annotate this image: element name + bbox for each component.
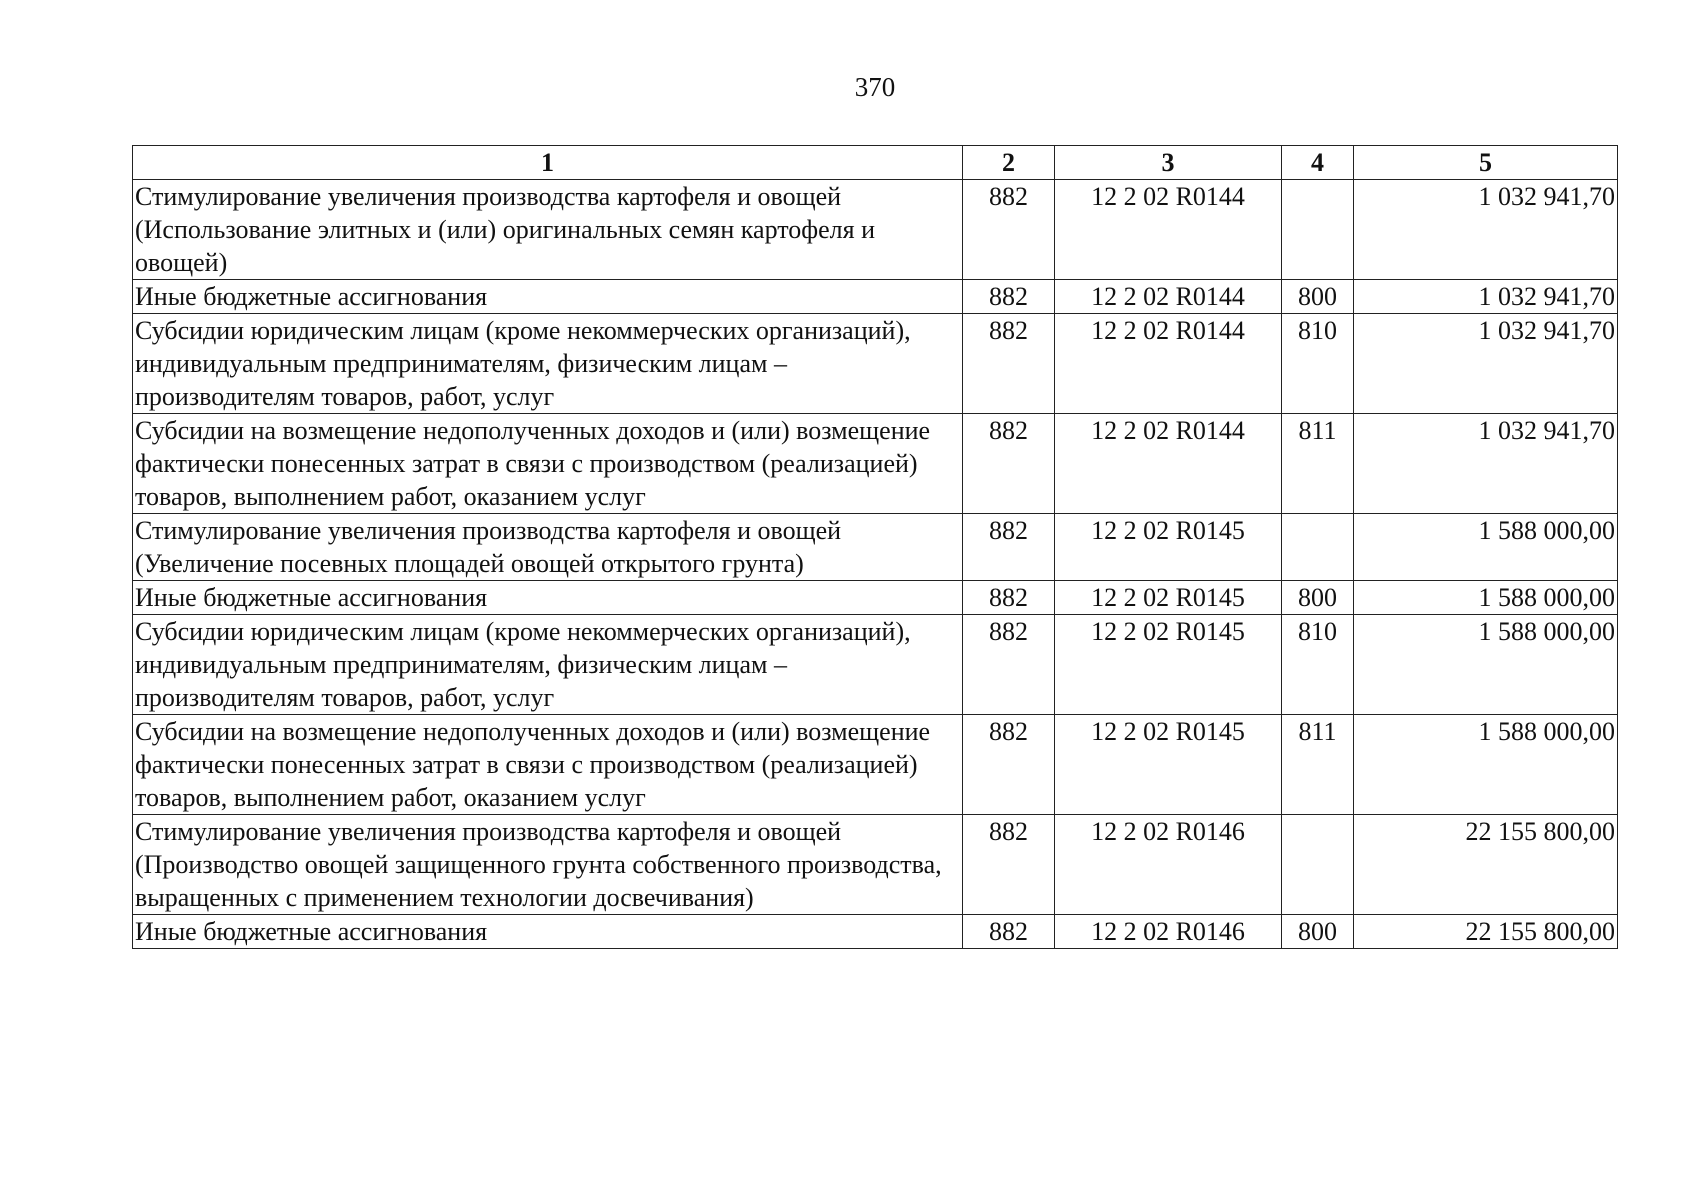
row-vr: 811 [1282, 414, 1354, 514]
row-name: Иные бюджетные ассигнования [133, 915, 963, 949]
row-csr: 12 2 02 R0145 [1055, 581, 1282, 615]
row-csr: 12 2 02 R0146 [1055, 815, 1282, 915]
row-amount: 1 032 941,70 [1354, 414, 1618, 514]
row-amount: 1 032 941,70 [1354, 314, 1618, 414]
row-grbs: 882 [963, 280, 1055, 314]
page-number: 370 [854, 72, 896, 102]
row-name: Субсидии на возмещение недополученных доходов и (или) возмещение фактически понесенных затрат в связи с производством (реализацией) товаров, выполнением работ, оказанием услуг [133, 414, 963, 514]
row-vr: 811 [1282, 715, 1354, 815]
row-csr: 12 2 02 R0145 [1055, 615, 1282, 715]
row-csr: 12 2 02 R0144 [1055, 314, 1282, 414]
table-row [133, 815, 1618, 915]
header-col-1: 1 [133, 146, 963, 180]
row-csr: 12 2 02 R0145 [1055, 715, 1282, 815]
row-csr: 12 2 02 R0144 [1055, 280, 1282, 314]
row-name: Субсидии юридическим лицам (кроме некоммерческих организаций), индивидуальным предпринимателям, физическим лицам – производителям товаров, работ, услуг [133, 615, 963, 715]
row-grbs: 882 [963, 514, 1055, 581]
row-grbs: 882 [963, 314, 1055, 414]
row-vr [1282, 815, 1354, 915]
row-vr: 800 [1282, 581, 1354, 615]
row-grbs: 882 [963, 715, 1055, 815]
row-csr: 12 2 02 R0144 [1055, 414, 1282, 514]
row-amount: 22 155 800,00 [1354, 815, 1618, 915]
row-grbs: 882 [963, 581, 1055, 615]
table-row [133, 180, 1618, 280]
row-amount: 1 588 000,00 [1354, 581, 1618, 615]
row-grbs: 882 [963, 815, 1055, 915]
row-vr: 810 [1282, 615, 1354, 715]
table-row [133, 514, 1618, 581]
table-row [133, 715, 1618, 815]
table-row [133, 581, 1618, 615]
row-csr: 12 2 02 R0146 [1055, 915, 1282, 949]
row-amount: 1 588 000,00 [1354, 514, 1618, 581]
table-row [133, 280, 1618, 314]
row-amount: 1 588 000,00 [1354, 715, 1618, 815]
row-name: Субсидии юридическим лицам (кроме некоммерческих организаций), индивидуальным предпринимателям, физическим лицам – производителям товаров, работ, услуг [133, 314, 963, 414]
row-csr: 12 2 02 R0144 [1055, 180, 1282, 280]
row-amount: 1 588 000,00 [1354, 615, 1618, 715]
table-row [133, 414, 1618, 514]
row-vr [1282, 180, 1354, 280]
table-row [133, 915, 1618, 949]
row-vr: 800 [1282, 915, 1354, 949]
header-col-5: 5 [1354, 146, 1618, 180]
row-vr: 810 [1282, 314, 1354, 414]
header-row [133, 146, 1618, 180]
header-col-2: 2 [963, 146, 1055, 180]
row-amount: 1 032 941,70 [1354, 280, 1618, 314]
table-row [133, 314, 1618, 414]
row-csr: 12 2 02 R0145 [1055, 514, 1282, 581]
row-name: Субсидии на возмещение недополученных доходов и (или) возмещение фактически понесенных затрат в связи с производством (реализацией) товаров, выполнением работ, оказанием услуг [133, 715, 963, 815]
row-grbs: 882 [963, 915, 1055, 949]
row-grbs: 882 [963, 615, 1055, 715]
row-name: Стимулирование увеличения производства картофеля и овощей (Производство овощей защищенного грунта собственного производства, выращенных с применением технологии досвечивания) [133, 815, 963, 915]
row-vr [1282, 514, 1354, 581]
header-col-3: 3 [1055, 146, 1282, 180]
row-name: Иные бюджетные ассигнования [133, 581, 963, 615]
row-grbs: 882 [963, 414, 1055, 514]
budget-table [132, 145, 1618, 949]
row-name: Иные бюджетные ассигнования [133, 280, 963, 314]
table-row [133, 615, 1618, 715]
row-vr: 800 [1282, 280, 1354, 314]
header-col-4: 4 [1282, 146, 1354, 180]
row-amount: 22 155 800,00 [1354, 915, 1618, 949]
row-name: Стимулирование увеличения производства картофеля и овощей (Увеличение посевных площадей овощей открытого грунта) [133, 514, 963, 581]
row-name: Стимулирование увеличения производства картофеля и овощей (Использование элитных и (или) оригинальных семян картофеля и овощей) [133, 180, 963, 280]
row-amount: 1 032 941,70 [1354, 180, 1618, 280]
row-grbs: 882 [963, 180, 1055, 280]
